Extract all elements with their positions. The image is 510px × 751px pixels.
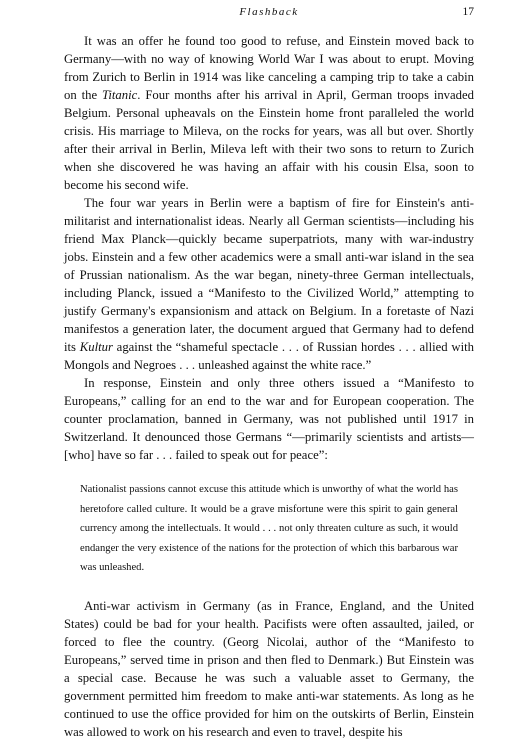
running-head [64,6,474,22]
paragraph: The four war years in Berlin were a baptism of fire for Einstein's anti-militarist and internationalist ideas. Nearly all German scientists—including his friend Max Planck—quickly became superpatriots, many with war-industry jobs. Einstein and a few other academics were a small anti-war island in the sea of Prussian nationalism. As the war began, ninety-three German intellectuals, including Planck, issued a “Manifesto to the Civilized World,” attempting to justify Germany's expansionism and attack on Belgium. In a foretaste of Nazi manifestos a generation later, the document argued that Germany had to defend its Kultur against the “shameful spectacle . . . of Russian hordes . . . allied with Mongols and Negroes . . . unleashed against the white race.” [64,196,474,372]
body-text [64,32,474,741]
paragraph: It was an offer he found too good to refuse, and Einstein moved back to Germany—with no way of knowing World War I was about to erupt. Moving from Zurich to Berlin in 1914 was like canceling a camping trip to take a cabin on the Titanic. Four months after his arrival in April, German troops invaded Belgium. Personal upheavals on the Einstein home front paralleled the world crisis. His marriage to Mileva, on the rocks for years, was all but over. Shortly after their arrival in Berlin, Mileva left with their two sons to return to Zurich when she discovered he was having an affair with his cousin Elsa, soon to become his second wife. [64,34,474,192]
block-quote: Nationalist passions cannot excuse this attitude which is unworthy of what the world has heretofore called culture. It would be a grave misfortune were this spirit to gain general currency among the intellectuals. It would . . . not only threaten culture as such, it would endanger the very existence of the nations for the protection of which this barbarous war was unleashed. [80,484,458,573]
paragraph: In response, Einstein and only three others issued a “Manifesto to Europeans,” calling for an end to the war and for European cooperation. The counter proclamation, banned in Germany, was not published until 1917 in Switzerland. It denounced those Germans “—primarily scientists and artists—[who] have so far . . . failed to speak out for peace”: [64,376,474,462]
running-title: Flashback [239,6,299,18]
page-number: 17 [462,6,474,18]
paragraph: Anti-war activism in Germany (as in France, England, and the United States) could be bad for your health. Pacifists were often assaulted, jailed, or forced to flee the country. (Georg Nicolai, author of the “Manifesto to Europeans,” served time in prison and then fled to Denmark.) But Einstein was a special case. Because he was such a valuable asset to Germany, the government permitted him freedom to make anti-war statements. As long as he continued to use the office provided for him on the outskirts of Berlin, Einstein was allowed to work on his research and even to travel, despite his [64,598,474,739]
